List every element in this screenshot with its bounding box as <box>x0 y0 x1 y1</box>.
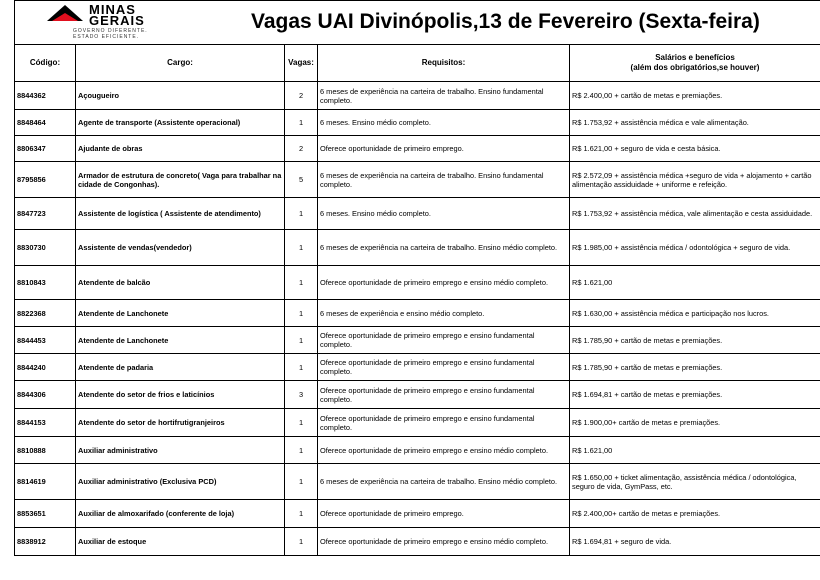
row-salario: R$ 1.621,00 <box>570 266 820 300</box>
row-cargo: Auxiliar de almoxarifado (conferente de loja) <box>76 500 285 528</box>
row-requisitos: 6 meses de experiência e ensino médio completo. <box>318 300 570 327</box>
logo-text-line1: MINAS <box>89 2 136 17</box>
row-requisitos: Oferece oportunidade de primeiro emprego e ensino fundamental completo. <box>318 327 570 354</box>
table-body <box>15 82 820 556</box>
logo-tagline2: ESTADO EFICIENTE. <box>73 34 140 40</box>
row-cargo: Auxiliar de estoque <box>76 528 285 556</box>
row-codigo: 8814619 <box>15 464 76 500</box>
row-cargo: Agente de transporte (Assistente operacional) <box>76 110 285 136</box>
row-salario: R$ 1.753,92 + assistência médica e vale alimentação. <box>570 110 820 136</box>
row-codigo: 8844153 <box>15 409 76 437</box>
row-vagas: 1 <box>285 266 318 300</box>
table-row <box>15 198 820 230</box>
row-requisitos: 6 meses. Ensino médio completo. <box>318 110 570 136</box>
logo-text-line2: GERAIS <box>89 13 145 28</box>
header-salarios-line1: Salários e benefícios <box>655 53 735 62</box>
row-vagas: 1 <box>285 198 318 230</box>
document-header <box>14 0 820 44</box>
header-cargo: Cargo: <box>76 45 285 82</box>
logo-tagline1: GOVERNO DIFERENTE. <box>73 28 148 34</box>
table-row <box>15 266 820 300</box>
minas-gerais-logo <box>47 3 197 43</box>
row-cargo: Atendente do setor de frios e laticínios <box>76 381 285 409</box>
row-salario: R$ 2.572,09 + assistência médica +seguro de vida + alojamento + cartão alimentação assiduidade + uniforme e refeição. <box>570 162 820 198</box>
row-cargo: Atendente de balcão <box>76 266 285 300</box>
row-codigo: 8848464 <box>15 110 76 136</box>
row-salario: R$ 1.985,00 + assistência médica / odontológica + seguro de vida. <box>570 230 820 266</box>
row-requisitos: 6 meses. Ensino médio completo. <box>318 198 570 230</box>
table-row <box>15 354 820 381</box>
row-salario: R$ 1.785,90 + cartão de metas e premiações. <box>570 327 820 354</box>
row-vagas: 1 <box>285 110 318 136</box>
table-row <box>15 300 820 327</box>
row-cargo: Assistente de vendas(vendedor) <box>76 230 285 266</box>
row-vagas: 1 <box>285 327 318 354</box>
row-vagas: 1 <box>285 409 318 437</box>
table-row <box>15 437 820 464</box>
row-codigo: 8847723 <box>15 198 76 230</box>
row-requisitos: 6 meses de experiência na carteira de trabalho. Ensino médio completo. <box>318 464 570 500</box>
row-codigo: 8844453 <box>15 327 76 354</box>
row-cargo: Auxiliar administrativo <box>76 437 285 464</box>
row-codigo: 8822368 <box>15 300 76 327</box>
table-row <box>15 464 820 500</box>
page-title: Vagas UAI Divinópolis,13 de Fevereiro (Sexta-feira) <box>251 10 760 33</box>
row-cargo: Ajudante de obras <box>76 136 285 162</box>
row-vagas: 1 <box>285 528 318 556</box>
row-cargo: Assistente de logística ( Assistente de atendimento) <box>76 198 285 230</box>
table-row <box>15 82 820 110</box>
row-codigo: 8830730 <box>15 230 76 266</box>
row-cargo: Atendente do setor de hortifrutigranjeiros <box>76 409 285 437</box>
row-vagas: 3 <box>285 381 318 409</box>
logo-mark-accent-icon <box>52 13 78 21</box>
row-salario: R$ 1.900,00+ cartão de metas e premiações. <box>570 409 820 437</box>
row-codigo: 8844306 <box>15 381 76 409</box>
row-salario: R$ 1.650,00 + ticket alimentação, assistência médica / odontológica, seguro de vida, GymPass, etc. <box>570 464 820 500</box>
row-requisitos: Oferece oportunidade de primeiro emprego e ensino fundamental completo. <box>318 354 570 381</box>
row-requisitos: 6 meses de experiência na carteira de trabalho. Ensino médio completo. <box>318 230 570 266</box>
header-requisitos: Requisitos: <box>318 45 570 82</box>
table-row <box>15 327 820 354</box>
header-vagas: Vagas: <box>285 45 318 82</box>
table-header-row <box>15 45 820 82</box>
header-salarios <box>570 45 820 82</box>
row-vagas: 2 <box>285 136 318 162</box>
table-row <box>15 162 820 198</box>
row-codigo: 8810888 <box>15 437 76 464</box>
row-requisitos: Oferece oportunidade de primeiro emprego e ensino fundamental completo. <box>318 381 570 409</box>
row-salario: R$ 1.694,81 + seguro de vida. <box>570 528 820 556</box>
table-row <box>15 500 820 528</box>
table-row <box>15 230 820 266</box>
row-salario: R$ 1.630,00 + assistência médica e participação nos lucros. <box>570 300 820 327</box>
row-salario: R$ 1.621,00 <box>570 437 820 464</box>
row-requisitos: Oferece oportunidade de primeiro emprego e ensino médio completo. <box>318 528 570 556</box>
row-codigo: 8844240 <box>15 354 76 381</box>
row-cargo: Açougueiro <box>76 82 285 110</box>
header-codigo: Código: <box>15 45 76 82</box>
row-cargo: Atendente de Lanchonete <box>76 300 285 327</box>
row-requisitos: Oferece oportunidade de primeiro emprego e ensino fundamental completo. <box>318 409 570 437</box>
table-row <box>15 409 820 437</box>
row-salario: R$ 1.621,00 + seguro de vida e cesta básica. <box>570 136 820 162</box>
row-requisitos: 6 meses de experiência na carteira de trabalho. Ensino fundamental completo. <box>318 82 570 110</box>
row-vagas: 1 <box>285 300 318 327</box>
row-requisitos: Oferece oportunidade de primeiro emprego. <box>318 500 570 528</box>
row-salario: R$ 1.785,90 + cartão de metas e premiações. <box>570 354 820 381</box>
row-vagas: 1 <box>285 354 318 381</box>
row-cargo: Atendente de padaria <box>76 354 285 381</box>
header-salarios-line2: (além dos obrigatórios,se houver) <box>630 63 760 72</box>
row-vagas: 1 <box>285 230 318 266</box>
row-vagas: 1 <box>285 500 318 528</box>
table-row <box>15 381 820 409</box>
row-cargo: Armador de estrutura de concreto( Vaga para trabalhar na cidade de Congonhas). <box>76 162 285 198</box>
row-codigo: 8806347 <box>15 136 76 162</box>
row-requisitos: Oferece oportunidade de primeiro emprego e ensino médio completo. <box>318 437 570 464</box>
table-row <box>15 136 820 162</box>
row-requisitos: Oferece oportunidade de primeiro emprego. <box>318 136 570 162</box>
row-vagas: 1 <box>285 464 318 500</box>
row-vagas: 2 <box>285 82 318 110</box>
row-salario: R$ 2.400,00 + cartão de metas e premiações. <box>570 82 820 110</box>
row-vagas: 1 <box>285 437 318 464</box>
table-row <box>15 110 820 136</box>
row-cargo: Auxiliar administrativo (Exclusiva PCD) <box>76 464 285 500</box>
row-codigo: 8844362 <box>15 82 76 110</box>
row-requisitos: Oferece oportunidade de primeiro emprego e ensino médio completo. <box>318 266 570 300</box>
row-codigo: 8795856 <box>15 162 76 198</box>
jobs-table <box>14 44 820 556</box>
row-requisitos: 6 meses de experiência na carteira de trabalho. Ensino fundamental completo. <box>318 162 570 198</box>
row-salario: R$ 1.753,92 + assistência médica, vale alimentação e cesta assiduidade. <box>570 198 820 230</box>
row-vagas: 5 <box>285 162 318 198</box>
row-salario: R$ 1.694,81 + cartão de metas e premiações. <box>570 381 820 409</box>
row-codigo: 8810843 <box>15 266 76 300</box>
table-row <box>15 528 820 556</box>
row-cargo: Atendente de Lanchonete <box>76 327 285 354</box>
row-codigo: 8838912 <box>15 528 76 556</box>
row-codigo: 8853651 <box>15 500 76 528</box>
row-salario: R$ 2.400,00+ cartão de metas e premiações. <box>570 500 820 528</box>
